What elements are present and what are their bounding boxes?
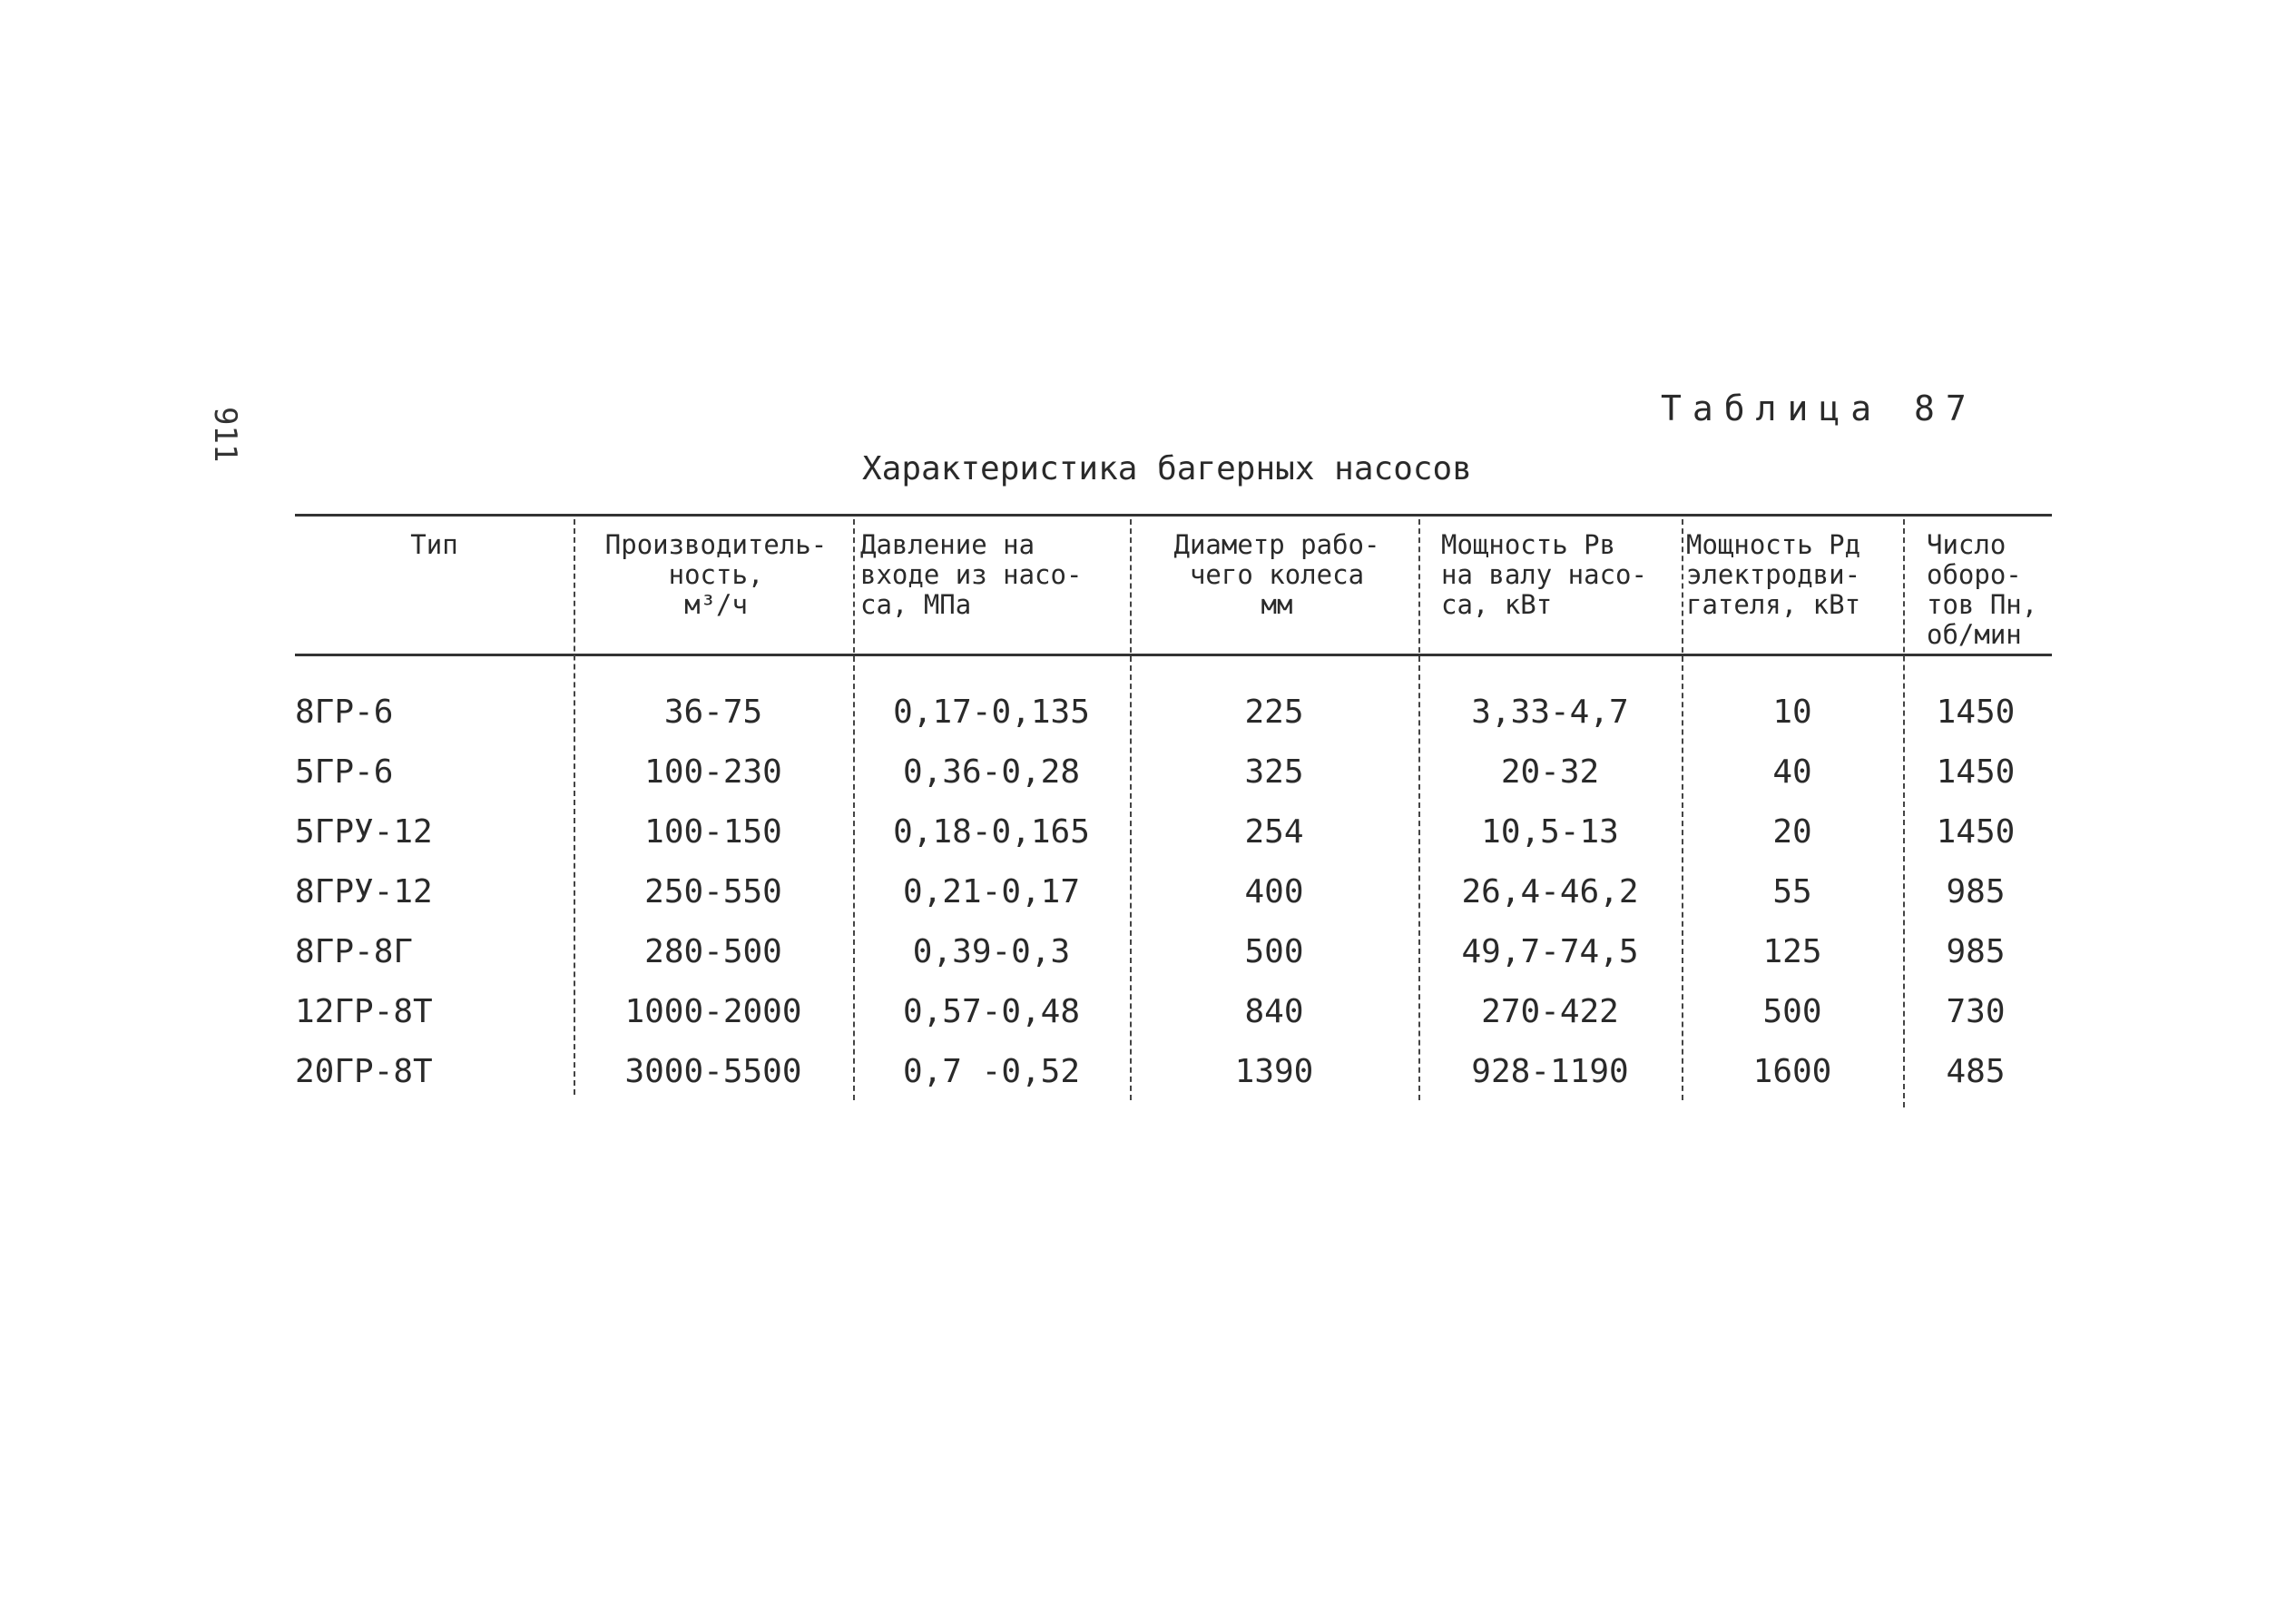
table-cell-capacity: 36-75 [663, 694, 763, 731]
table-top-rule [295, 514, 2052, 517]
table-cell-capacity: 3000-5500 [624, 1053, 802, 1090]
table-cell-type: 12ГР-8Т [295, 993, 433, 1030]
table-cell-type: 8ГР-8Г [295, 933, 414, 970]
table-cell-pressure: 0,17-0,135 [893, 694, 1090, 731]
table-cell-motor-power: 20 [1772, 813, 1812, 851]
header-shaft-power: Мощность Рв на валу насо- са, кВт [1441, 529, 1647, 620]
table-cell-rpm: 730 [1946, 993, 2006, 1030]
table-cell-type: 5ГРУ-12 [295, 813, 433, 851]
table-title: Характеристика багерных насосов [862, 450, 1472, 487]
table-cell-shaft-power: 26,4-46,2 [1461, 873, 1639, 910]
table-cell-pressure: 0,57-0,48 [902, 993, 1081, 1030]
table-cell-rpm: 1450 [1936, 813, 2016, 851]
table-cell-pressure: 0,7 -0,52 [902, 1053, 1081, 1090]
table-cell-pressure: 0,21-0,17 [902, 873, 1081, 910]
table-cell-type: 5ГР-6 [295, 753, 394, 791]
table-cell-capacity: 1000-2000 [624, 993, 802, 1030]
table-cell-motor-power: 55 [1772, 873, 1812, 910]
table-cell-rpm: 1450 [1936, 753, 2016, 791]
table-cell-shaft-power: 3,33-4,7 [1471, 694, 1629, 731]
table-cell-diameter: 254 [1244, 813, 1304, 851]
header-motor-power: Мощность Рд электродви- гателя, кВт [1686, 529, 1861, 620]
table-cell-diameter: 500 [1244, 933, 1304, 970]
table-cell-motor-power: 500 [1762, 993, 1822, 1030]
table-header-rule [295, 654, 2052, 656]
table-cell-capacity: 100-150 [644, 813, 782, 851]
table-cell-type: 20ГР-8Т [295, 1053, 433, 1090]
table-cell-shaft-power: 49,7-74,5 [1461, 933, 1639, 970]
table-cell-diameter: 1390 [1234, 1053, 1314, 1090]
table-cell-diameter: 225 [1244, 694, 1304, 731]
table-cell-shaft-power: 928-1190 [1471, 1053, 1629, 1090]
table-cell-motor-power: 125 [1762, 933, 1822, 970]
table-cell-rpm: 985 [1946, 933, 2006, 970]
table-cell-type: 8ГРУ-12 [295, 873, 433, 910]
table-cell-diameter: 400 [1244, 873, 1304, 910]
page-number: 911 [207, 407, 243, 463]
table-cell-pressure: 0,18-0,165 [893, 813, 1090, 851]
table-cell-capacity: 100-230 [644, 753, 782, 791]
table-cell-rpm: 1450 [1936, 694, 2016, 731]
table-cell-diameter: 325 [1244, 753, 1304, 791]
table-cell-shaft-power: 10,5-13 [1481, 813, 1619, 851]
header-type: Тип [410, 529, 458, 560]
header-rotation-speed: Число оборо- тов Пн, об/мин [1927, 529, 2038, 650]
table-cell-capacity: 280-500 [644, 933, 782, 970]
header-capacity: Производитель- ность, м³/ч [604, 529, 828, 620]
table-cell-pressure: 0,39-0,3 [912, 933, 1071, 970]
table-label: Таблица 87 [1661, 389, 1977, 428]
table-cell-capacity: 250-550 [644, 873, 782, 910]
header-pressure: Давление на входе из насо- са, МПа [860, 529, 1083, 620]
table-cell-rpm: 985 [1946, 873, 2006, 910]
table-cell-motor-power: 10 [1772, 694, 1812, 731]
table-cell-diameter: 840 [1244, 993, 1304, 1030]
table-cell-shaft-power: 20-32 [1500, 753, 1600, 791]
table-cell-motor-power: 1600 [1752, 1053, 1832, 1090]
table-cell-motor-power: 40 [1772, 753, 1812, 791]
table-cell-pressure: 0,36-0,28 [902, 753, 1081, 791]
table-cell-type: 8ГР-6 [295, 694, 394, 731]
table-cell-shaft-power: 270-422 [1481, 993, 1619, 1030]
table-cell-rpm: 485 [1946, 1053, 2006, 1090]
header-impeller-diameter: Диаметр рабо- чего колеса мм [1173, 529, 1380, 620]
